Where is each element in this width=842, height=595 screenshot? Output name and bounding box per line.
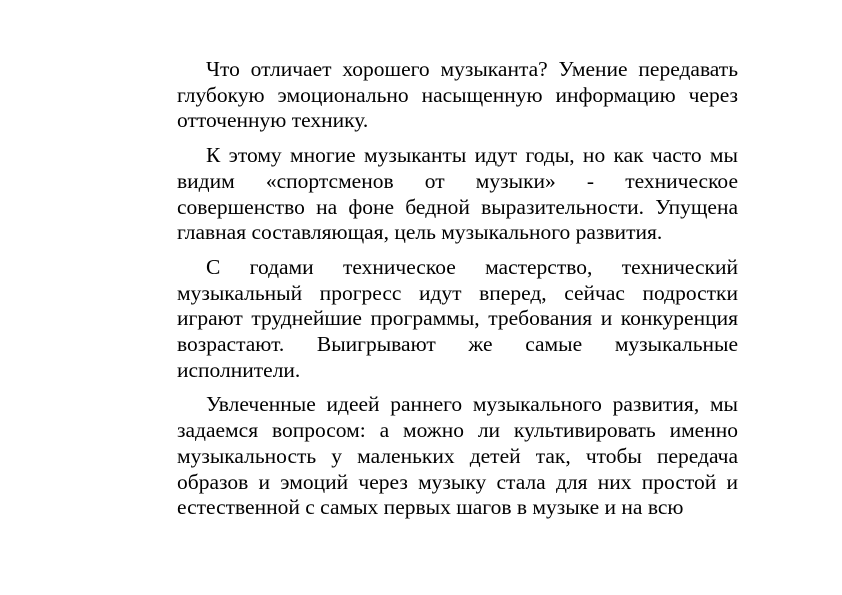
paragraph-2: К этому многие музыканты идут годы, но как часто мы видим «спортсменов от музыки» - техническое совершенство на фоне бедной выразительности. Упущена главная составляющая, цель музыкального развития.	[177, 143, 738, 245]
paragraph-1: Что отличает хорошего музыканта? Умение передавать глубокую эмоционально насыщенную информацию через отточенную технику.	[177, 57, 738, 133]
paragraph-3: С годами техническое мастерство, технический музыкальный прогресс идут вперед, сейчас подростки играют труднейшие программы, требования и конкуренция возрастают. Выигрывают же самые музыкальные исполнители.	[177, 254, 738, 382]
body-text	[177, 57, 738, 530]
paragraph-4: Увлеченные идеей раннего музыкального развития, мы задаемся вопросом: а можно ли культивировать именно музыкальность у маленьких детей так, чтобы передача образов и эмоций через музыку стала для них простой и естественной с самых первых шагов в музыке и на всю	[177, 392, 738, 520]
